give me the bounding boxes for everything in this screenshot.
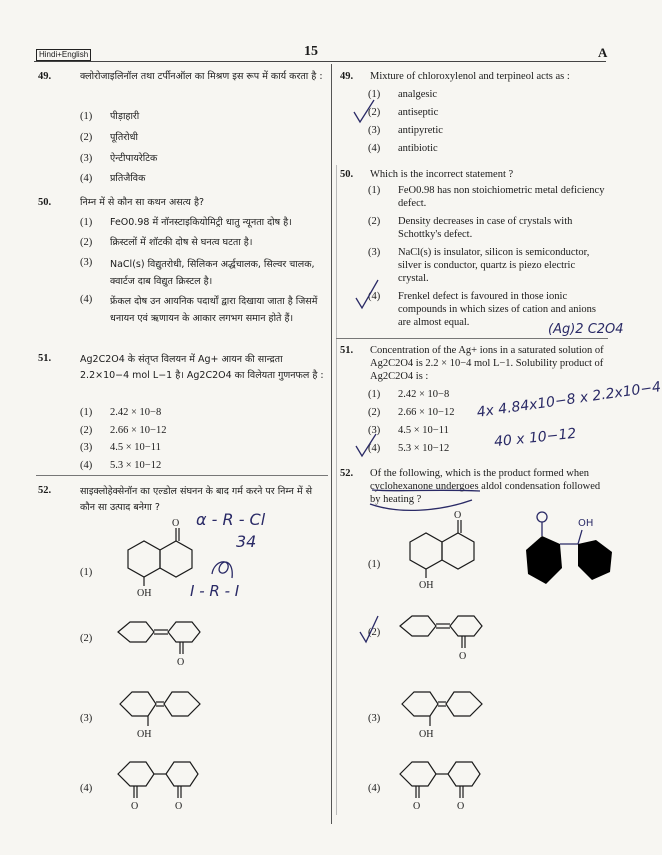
- sketch-oxygen: [537, 512, 547, 522]
- option-text: 2.66 × 10−12: [398, 407, 455, 418]
- option-text: 5.3 × 10−12: [398, 443, 450, 454]
- answer-tick-icon: [354, 432, 381, 458]
- option-number: (4): [368, 143, 381, 154]
- structure-52-2-hindi: [110, 612, 220, 682]
- underline-mark: [368, 498, 478, 518]
- set-code: A: [598, 45, 608, 60]
- underline-mark: [372, 487, 482, 495]
- question-51-english: [340, 344, 610, 389]
- sketch-ring-left: [526, 536, 562, 584]
- option-text: Frenkel defect is favoured in those ionic compounds in which sizes of cation and anions are almost equal.: [398, 291, 597, 328]
- option-number: (3): [368, 247, 381, 258]
- ring-left: [402, 692, 438, 716]
- option-text: 2.42 × 10−8: [398, 389, 450, 400]
- ring-right: [450, 616, 482, 636]
- ring-left: [410, 533, 442, 569]
- option-number: (2): [368, 216, 381, 227]
- option-text: क्रिस्टलों में शॉटकी दोष से घनत्व घटता है।: [110, 237, 253, 248]
- option-number: (4): [80, 783, 93, 794]
- structure-52-3-english: [392, 682, 502, 752]
- option-text: प्रतिजैविक: [110, 173, 146, 184]
- question-text: निम्न में से कौन सा कथन असत्य है?: [80, 197, 205, 208]
- option-number: (2): [80, 132, 93, 143]
- option-number: (4): [80, 173, 93, 184]
- option-number: (1): [368, 389, 381, 400]
- question-number: 49.: [38, 71, 52, 82]
- tick-stroke: [354, 100, 374, 122]
- handwriting-scribble-icon: [208, 552, 238, 584]
- answer-tick-icon: [358, 614, 380, 644]
- question-number: 51.: [340, 345, 354, 356]
- question-rule: [36, 475, 328, 476]
- ring-right: [164, 692, 200, 716]
- option-number: (1): [80, 407, 93, 418]
- answer-tick-icon: [354, 278, 382, 312]
- option-number: (3): [80, 713, 93, 724]
- option-text: FeO0.98 में नॉनस्टाइकियोमिट्री धातु न्यूनता दोष है।: [110, 217, 292, 228]
- option-number: (1): [368, 185, 381, 196]
- ring-left: [120, 692, 156, 716]
- oxygen-label: O: [172, 518, 180, 529]
- question-text: Concentration of the Ag+ ions in a saturated solution of Ag2C2O4 is 2.2 × 10−4 mol L−1. Solubility product of Ag2C2O4 is :: [370, 345, 604, 382]
- option-number: (3): [368, 125, 381, 136]
- underline-stroke: [372, 490, 480, 491]
- option-text: ऐन्टीपायरेटिक: [110, 153, 158, 164]
- question-number: 49.: [340, 71, 354, 82]
- question-text: साइक्लोहेक्सेनॉन का एल्डोल संघनन के बाद गर्म करने पर निम्न में से कौन सा उत्पाद बनेगा ?: [80, 486, 313, 513]
- structure-52-4-english: [392, 752, 502, 822]
- ring-left: [400, 616, 436, 636]
- option-text: 5.3 × 10−12: [110, 460, 162, 471]
- option-number: (3): [368, 425, 381, 436]
- header-rule: [34, 61, 606, 62]
- sketch-hydroxyl: [578, 530, 582, 544]
- question-number: 52.: [38, 485, 52, 496]
- handwriting-note: I - R - I: [190, 582, 240, 600]
- question-49-english: [340, 70, 610, 90]
- option-number: (4): [368, 291, 381, 302]
- option-text: NaCl(s) is insulator, silicon is semiconductor, silver is conductor, quartz is piezo electric crystal.: [398, 247, 590, 284]
- question-52-hindi: [38, 484, 328, 518]
- option-text: फ्रेंकल दोष उन आयनिक पदार्थों द्वारा दिखाया जाता है जिसमें धनायन एवं ऋणायन के आकार लगभग समान होते हैं।: [110, 296, 318, 324]
- tick-stroke: [360, 616, 381, 642]
- tick-stroke: [356, 280, 381, 308]
- question-51-hindi: [38, 352, 328, 402]
- ring-right: [166, 762, 198, 786]
- handwriting-note: 4x 4.84x10−8 x 2.2x10−4: [475, 379, 662, 421]
- tick-stroke: [356, 434, 376, 456]
- option-text: analgesic: [398, 89, 438, 100]
- ring-right: [446, 692, 482, 716]
- option-number: (3): [80, 153, 93, 164]
- oxygen-label-right: O: [457, 801, 465, 812]
- question-50-hindi: [38, 196, 328, 216]
- column-divider: [331, 64, 332, 824]
- question-text: Which is the incorrect statement ?: [370, 169, 514, 180]
- option-number: (2): [80, 425, 93, 436]
- option-text: FeO0.98 has non stoichiometric metal deficiency defect.: [398, 185, 605, 209]
- handwriting-note: (Ag)2 C2O4: [548, 322, 624, 337]
- option-number: (1): [368, 559, 381, 570]
- column-divider-secondary: [336, 165, 337, 815]
- ring-right: [168, 622, 200, 642]
- structure-52-4-hindi: [110, 752, 220, 822]
- option-number: (1): [80, 111, 93, 122]
- option-text: antipyretic: [398, 125, 443, 136]
- option-text: Density decreases in case of crystals with Schottky's defect.: [398, 216, 573, 240]
- answer-tick-icon: [352, 98, 376, 126]
- option-text: 4.5 × 10−11: [398, 425, 449, 436]
- question-number: 52.: [340, 468, 354, 479]
- option-text: NaCl(s) विद्युतरोधी, सिलिकन अर्द्धचालक, सिल्वर चालक, क्वार्टज दाब विद्युत क्रिस्टल है।: [110, 259, 315, 287]
- question-text: Of the following, which is the product formed when cyclohexanone undergoes aldol condensation followed by heating ?: [370, 468, 601, 505]
- option-text: पूतिरोधी: [110, 132, 138, 143]
- hydroxyl-label: OH: [137, 588, 152, 599]
- option-number: (3): [80, 442, 93, 453]
- structure-52-1-english: [392, 512, 502, 592]
- scribble-stroke: [212, 562, 232, 578]
- question-number: 51.: [38, 353, 52, 364]
- sketch-oh-label: OH: [578, 518, 594, 529]
- oxygen-label-right: O: [175, 801, 183, 812]
- hydroxyl-label: OH: [419, 729, 434, 740]
- option-number: (1): [80, 217, 93, 228]
- oxygen-label: O: [459, 651, 467, 662]
- language-badge: Hindi+English: [36, 49, 91, 61]
- page-number: 15: [304, 44, 318, 59]
- option-text: 4.5 × 10−11: [110, 442, 161, 453]
- question-text: क्लोरोजाइलिनॉल तथा टर्पीनऑल का मिश्रण इस रूप में कार्य करता है :: [80, 71, 323, 82]
- option-number: (1): [368, 89, 381, 100]
- handwriting-note: α - R - Cl: [196, 510, 266, 529]
- option-number: (4): [368, 443, 381, 454]
- option-number: (4): [80, 294, 93, 305]
- ring-right: [448, 762, 480, 786]
- option-text: 2.66 × 10−12: [110, 425, 167, 436]
- ring-left: [118, 762, 154, 786]
- ring-right: [160, 541, 192, 577]
- option-number: (1): [80, 567, 93, 578]
- question-number: 50.: [38, 197, 52, 208]
- structure-52-3-hindi: [110, 682, 220, 752]
- option-number: (2): [80, 237, 93, 248]
- option-text: 2.42 × 10−8: [110, 407, 162, 418]
- oxygen-label: O: [177, 657, 185, 668]
- ring-left: [118, 622, 154, 642]
- option-number: (4): [80, 460, 93, 471]
- sketch-ring-right: [578, 540, 612, 580]
- option-text: antibiotic: [398, 143, 438, 154]
- option-number: (2): [368, 407, 381, 418]
- question-number: 50.: [340, 169, 354, 180]
- option-number: (2): [368, 627, 381, 638]
- oxygen-label-left: O: [131, 801, 139, 812]
- option-number: (3): [368, 713, 381, 724]
- handwriting-note: 34: [236, 532, 257, 551]
- ring-left: [128, 541, 160, 577]
- question-text: Mixture of chloroxylenol and terpineol acts as :: [370, 71, 570, 82]
- option-number: (2): [368, 107, 381, 118]
- underline-stroke: [370, 500, 472, 510]
- handwriting-note: 40 x 10−12: [493, 425, 577, 451]
- question-text: Ag2C2O4 के संतृप्त विलयन में Ag+ आयन की सान्द्रता 2.2×10−4 mol L−1 है। Ag2C2O4 का विलेयता गुणनफल है :: [80, 354, 324, 381]
- handwritten-structure-sketch: [516, 510, 626, 610]
- oxygen-label: O: [454, 510, 462, 521]
- option-number: (2): [80, 633, 93, 644]
- option-text: पीड़ाहारी: [110, 111, 140, 122]
- hydroxyl-label: OH: [137, 729, 152, 740]
- structure-52-2-english: [392, 606, 502, 676]
- hydroxyl-label: OH: [419, 580, 434, 591]
- ring-right: [442, 533, 474, 569]
- oxygen-label-left: O: [413, 801, 421, 812]
- question-rule: [336, 338, 608, 339]
- ring-left: [400, 762, 436, 786]
- option-text: antiseptic: [398, 107, 439, 118]
- option-number: (4): [368, 783, 381, 794]
- option-number: (3): [80, 257, 93, 268]
